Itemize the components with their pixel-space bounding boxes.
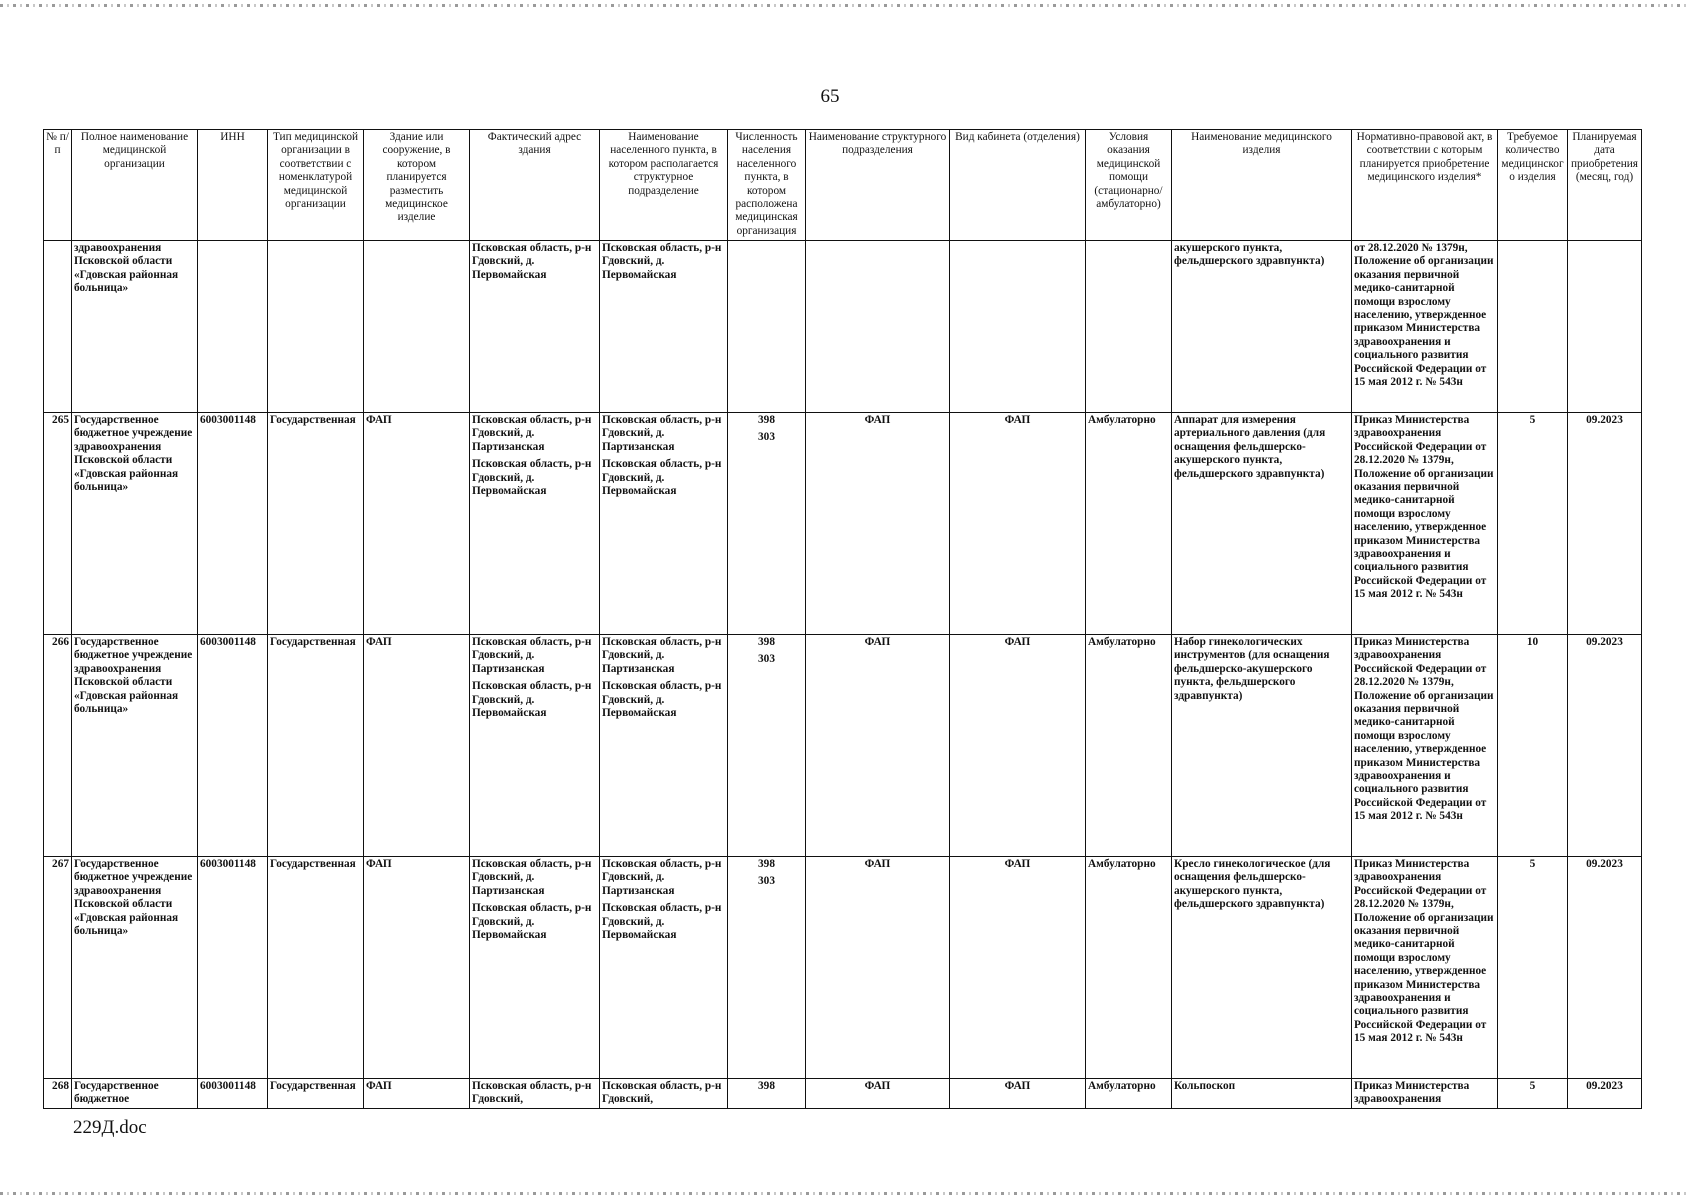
cell-type: Государственная	[268, 1079, 364, 1109]
cell-cabinet: ФАП	[950, 857, 1086, 1079]
settlement-line: Псковская область, р-н Гдовский, д. Первомайская	[602, 242, 722, 281]
cell-inn: 6003001148	[198, 413, 268, 635]
cell-conditions: Амбулаторно	[1086, 635, 1172, 857]
settlement-line: Псковская область, р-н Гдовский, д. Первомайская	[602, 458, 722, 498]
cell-legal-act: от 28.12.2020 № 1379н, Положение об организации оказания первичной медико-санитарной помощи взрослому населению, утвержденное приказом Министерства здравоохранения и социального развития Российской Федерации от 15 мая 2012 г. № 543н	[1352, 241, 1498, 413]
settlement-line: Псковская область, р-н Гдовский, д. Первомайская	[602, 680, 722, 720]
cell-address	[470, 241, 600, 413]
cell-num: 265	[44, 413, 72, 635]
cell-settlement	[600, 413, 728, 635]
settlement-line: Псковская область, р-н Гдовский, д. Партизанская	[602, 858, 722, 897]
cell-device: Кольпоскоп	[1172, 1079, 1352, 1109]
cell-legal-act: Приказ Министерства здравоохранения Российской Федерации от 28.12.2020 № 1379н, Положение об организации оказания первичной медико-санитарной помощи взрослому населению, утвержденное приказом Министерства здравоохранения и социального развития Российской Федерации от 15 мая 2012 г. № 543н	[1352, 635, 1498, 857]
cell-population	[728, 413, 806, 635]
table-row	[44, 413, 1642, 635]
cell-cabinet: ФАП	[950, 1079, 1086, 1109]
cell-address	[470, 635, 600, 857]
cell-inn	[198, 241, 268, 413]
population-value: 303	[758, 653, 775, 666]
column-header: Условия оказания медицинской помощи (стационарно/ амбулаторно)	[1086, 130, 1172, 241]
page-number: 65	[820, 86, 840, 107]
column-header: Фактический адрес здания	[470, 130, 600, 241]
column-header: Полное наименование медицинской организации	[72, 130, 198, 241]
cell-cabinet: ФАП	[950, 413, 1086, 635]
cell-building: ФАП	[364, 857, 470, 1079]
cell-cabinet	[950, 241, 1086, 413]
cell-unit	[806, 241, 950, 413]
column-header: Планируемая дата приобретения (месяц, год)	[1568, 130, 1642, 241]
cell-date: 09.2023	[1568, 635, 1642, 857]
cell-quantity: 5	[1498, 413, 1568, 635]
cell-date: 09.2023	[1568, 413, 1642, 635]
cell-legal-act: Приказ Министерства здравоохранения	[1352, 1079, 1498, 1109]
table-row	[44, 635, 1642, 857]
scan-edge-top	[0, 4, 1686, 7]
settlement-line: Псковская область, р-н Гдовский, д. Партизанская	[602, 636, 722, 675]
cell-settlement	[600, 1079, 728, 1109]
cell-population	[728, 635, 806, 857]
address-line: Псковская область, р-н Гдовский, д. Партизанская	[472, 414, 592, 453]
settlement-line: Псковская область, р-н Гдовский,	[602, 1080, 722, 1106]
cell-settlement	[600, 241, 728, 413]
address-line: Псковская область, р-н Гдовский, д. Первомайская	[472, 902, 592, 942]
address-line: Псковская область, р-н Гдовский, д. Партизанская	[472, 636, 592, 675]
column-header: Вид кабинета (отделения)	[950, 130, 1086, 241]
column-header: Тип медицинской организации в соответствии с номенклатурой медицинской организации	[268, 130, 364, 241]
table-row	[44, 1079, 1642, 1109]
population-value: 303	[758, 875, 775, 888]
scan-edge-bottom	[0, 1192, 1686, 1195]
cell-cabinet: ФАП	[950, 635, 1086, 857]
cell-quantity: 5	[1498, 1079, 1568, 1109]
cell-quantity	[1498, 241, 1568, 413]
cell-num: 268	[44, 1079, 72, 1109]
cell-quantity: 10	[1498, 635, 1568, 857]
column-header: Нормативно-правовой акт, в соответствии с которым планируется приобретение медицинского изделия*	[1352, 130, 1498, 241]
cell-organization: Государственное бюджетное учреждение здравоохранения Псковской области «Гдовская районная больница»	[72, 635, 198, 857]
cell-unit: ФАП	[806, 1079, 950, 1109]
cell-building: ФАП	[364, 635, 470, 857]
population-value: 303	[758, 431, 775, 444]
cell-device: Кресло гинекологическое (для оснащения фельдшерско-акушерского пункта, фельдшерского здравпункта)	[1172, 857, 1352, 1079]
cell-device: акушерского пункта, фельдшерского здравпункта)	[1172, 241, 1352, 413]
settlement-line: Псковская область, р-н Гдовский, д. Партизанская	[602, 414, 722, 453]
address-line: Псковская область, р-н Гдовский, д. Первомайская	[472, 680, 592, 720]
cell-date: 09.2023	[1568, 857, 1642, 1079]
column-header: ИНН	[198, 130, 268, 241]
cell-legal-act: Приказ Министерства здравоохранения Российской Федерации от 28.12.2020 № 1379н, Положение об организации оказания первичной медико-санитарной помощи взрослому населению, утвержденное приказом Министерства здравоохранения и социального развития Российской Федерации от 15 мая 2012 г. № 543н	[1352, 857, 1498, 1079]
cell-building: ФАП	[364, 413, 470, 635]
column-header: Наименование медицинского изделия	[1172, 130, 1352, 241]
cell-inn: 6003001148	[198, 1079, 268, 1109]
equipment-register-table	[43, 129, 1642, 1109]
population-value: 398	[758, 636, 775, 648]
cell-unit: ФАП	[806, 857, 950, 1079]
cell-unit: ФАП	[806, 635, 950, 857]
cell-conditions: Амбулаторно	[1086, 413, 1172, 635]
cell-type: Государственная	[268, 635, 364, 857]
address-line: Псковская область, р-н Гдовский, д. Первомайская	[472, 458, 592, 498]
cell-conditions: Амбулаторно	[1086, 857, 1172, 1079]
population-value: 398	[758, 414, 775, 426]
cell-settlement	[600, 635, 728, 857]
table-header-row	[44, 130, 1642, 241]
cell-population	[728, 857, 806, 1079]
cell-type: Государственная	[268, 413, 364, 635]
cell-conditions	[1086, 241, 1172, 413]
cell-address	[470, 857, 600, 1079]
cell-device: Набор гинекологических инструментов (для оснащения фельдшерско-акушерского пункта, фельдшерского здравпункта)	[1172, 635, 1352, 857]
column-header: Наименование населенного пункта, в котором располагается структурное подразделение	[600, 130, 728, 241]
column-header: № п/п	[44, 130, 72, 241]
cell-device: Аппарат для измерения артериального давления (для оснащения фельдшерско-акушерского пункта, фельдшерского здравпункта)	[1172, 413, 1352, 635]
cell-building: ФАП	[364, 1079, 470, 1109]
cell-address	[470, 1079, 600, 1109]
settlement-line: Псковская область, р-н Гдовский, д. Первомайская	[602, 902, 722, 942]
cell-inn: 6003001148	[198, 857, 268, 1079]
table-row-continuation	[44, 241, 1642, 413]
cell-type: Государственная	[268, 857, 364, 1079]
footer-filename: 229Д.doc	[73, 1117, 147, 1138]
cell-num	[44, 241, 72, 413]
address-line: Псковская область, р-н Гдовский,	[472, 1080, 592, 1106]
cell-organization: Государственное бюджетное учреждение здравоохранения Псковской области «Гдовская районная больница»	[72, 413, 198, 635]
table-row	[44, 857, 1642, 1079]
cell-date: 09.2023	[1568, 1079, 1642, 1109]
cell-population	[728, 241, 806, 413]
cell-address	[470, 413, 600, 635]
cell-num: 266	[44, 635, 72, 857]
cell-num: 267	[44, 857, 72, 1079]
cell-building	[364, 241, 470, 413]
cell-quantity: 5	[1498, 857, 1568, 1079]
cell-population	[728, 1079, 806, 1109]
population-value: 398	[758, 858, 775, 870]
column-header: Здание или сооружение, в котором планируется разместить медицинское изделие	[364, 130, 470, 241]
cell-organization: Государственное бюджетное учреждение здравоохранения Псковской области «Гдовская районная больница»	[72, 857, 198, 1079]
cell-organization: Государственное бюджетное	[72, 1079, 198, 1109]
column-header: Требуемое количество медицинского изделия	[1498, 130, 1568, 241]
cell-organization: здравоохранения Псковской области «Гдовская районная больница»	[72, 241, 198, 413]
cell-unit: ФАП	[806, 413, 950, 635]
column-header: Численность населения населенного пункта, в котором расположена медицинская организация	[728, 130, 806, 241]
cell-conditions: Амбулаторно	[1086, 1079, 1172, 1109]
cell-legal-act: Приказ Министерства здравоохранения Российской Федерации от 28.12.2020 № 1379н, Положение об организации оказания первичной медико-санитарной помощи взрослому населению, утвержденное приказом Министерства здравоохранения и социального развития Российской Федерации от 15 мая 2012 г. № 543н	[1352, 413, 1498, 635]
cell-date	[1568, 241, 1642, 413]
cell-settlement	[600, 857, 728, 1079]
cell-inn: 6003001148	[198, 635, 268, 857]
population-value: 398	[758, 1080, 775, 1092]
address-line: Псковская область, р-н Гдовский, д. Партизанская	[472, 858, 592, 897]
cell-type	[268, 241, 364, 413]
address-line: Псковская область, р-н Гдовский, д. Первомайская	[472, 242, 592, 281]
column-header: Наименование структурного подразделения	[806, 130, 950, 241]
